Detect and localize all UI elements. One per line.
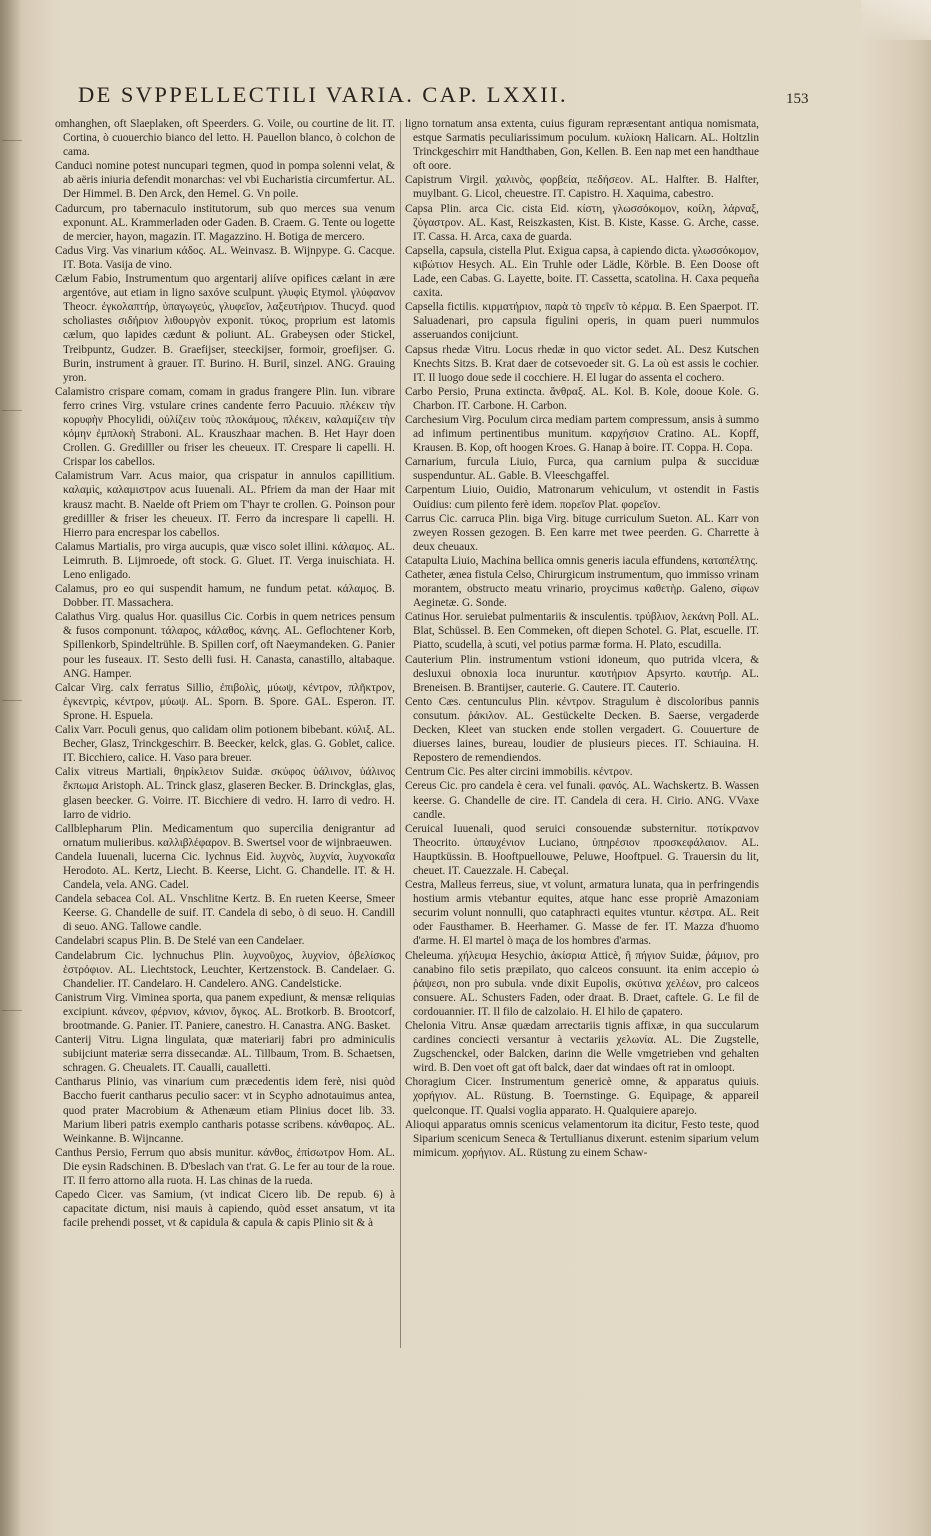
show-through-mark — [2, 410, 22, 411]
dictionary-entry: Carchesium Virg. Poculum circa mediam partem compressum, ansis à summo ad infimum pertinentibus munitum. καρχήσιον Cratino. AL. Kopff, Krausen. B. Kop, oft hoogen Kroes. G. Hanap à boire. IT. Coppa. H. Copa. — [405, 413, 759, 455]
dictionary-entry: Catinus Hor. seruiebat pulmentariis & insculentis. τρύβλιον, λεκάνη Poll. AL. Blat, Schüssel. B. Een Commeken, oft diepen Schotel. G. Plat, escuelle. IT. Piatto, scudella, à scuti, vel potius parmæ forma. H. Plato, escudilla. — [405, 611, 759, 652]
show-through-mark — [2, 1010, 22, 1011]
dictionary-entry: Calix Varr. Poculi genus, quo calidam olim potionem bibebant. κύλιξ. AL. Becher, Glasz, Trinckgeschirr. B. Beecker, kelck, glas. G. Goblet, calice. IT. Bicchiero, calice. H. Vaso para breuer. — [55, 724, 395, 765]
dictionary-entry: Choragium Cicer. Instrumentum genericè omne, & apparatus quiuis. χορήγιον. AL. Rüstung. B. Toernstinge. G. Equipage, & appareil quelconque. IT. Qualsi voglia apparato. H. Qualquiere aparejo. — [405, 1076, 759, 1117]
dictionary-entry: Canterij Vitru. Ligna lingulata, quæ materiarij fabri pro adminiculis subijciunt materiæ serra dissecandæ. AL. Tillbaum, Trom. B. Schaetsen, schragen. G. Cheualets. IT. Caualli, caualletti. — [55, 1034, 395, 1075]
dictionary-entry: Canduci nomine potest nuncupari tegmen, quod in pompa solenni velat, & ab aëris iniuria defendit monarchas: vel vbi Eucharistia circumfertur. AL. Der Himmel. B. Den Arck, den Hemel. G. Vn poile. — [55, 160, 395, 201]
dictionary-entry: Calcar Virg. calx ferratus Sillio, ἐπιβολὶς, μύωψ, κέντρον, πλῆκτρον, ἐγκεντρὶς, κέντρον, μύωψ. AL. Sporn. B. Spore. GAL. Esperon. IT. Sprone. H. Espuela. — [55, 681, 395, 722]
dictionary-entry: Catapulta Liuio, Machina bellica omnis generis iacula effundens, καταπέλτης. — [405, 554, 758, 567]
dictionary-entry: Cauterium Plin. instrumentum vstioni idoneum, quo putrida vlcera, & desluxui obnoxia loca inuruntur. καυτήριον Apsyrto. καυτήρ. AL. Breneisen. B. Brantijser, cauterie. G. Cautere. IT. Cauterio. — [405, 653, 759, 694]
dictionary-entry: Candelabri scapus Plin. B. De Stelé van een Candelaer. — [55, 935, 305, 948]
dictionary-entry: Capsa Plin. arca Cic. cista Eid. κίστη, γλωσσόκομον, κοίλη, λάρναξ, ζύγαστρον. AL. Kast, Reiszkasten, Kist. B. Kiste, Kasse. G. Arche, casse. IT. Cassa. H. Arca, caxa de guarda. — [405, 202, 759, 243]
dictionary-entry: Canistrum Virg. Viminea sporta, qua panem expediunt, & mensæ reliquias excipiunt. κάνεον, φέρνιον, κάνιον, ὄγκος. AL. Brotkorb. B. Brootcorf, brootmande. G. Panier. IT. Paniere, canestro. H. Canastra. ANG. Basket. — [55, 991, 395, 1032]
dictionary-entry: Carpentum Liuio, Ouidio, Matronarum vehiculum, vt ostendit in Fastis Ouidius: cum pilento ferè idem. πορεῖον Plat. φορεῖον. — [405, 484, 759, 511]
dictionary-entry: Capsella, capsula, cistella Plut. Exigua capsa, à capiendo dicta. γλωσσόκομον, κιβώτιον Hesych. AL. Ein Truhle oder Lädle, Körble. B. Een Doose oft Lade, een Cabas. G. Layette, boite. IT. Cassetta, scatolina. H. Caxa pequeña caxita. — [405, 244, 759, 300]
dictionary-entry: Ceruical Iuuenali, quod seruici consouendæ substernitur. ποτίκρανον Theocrito. ὑπαυχένιον Luciano, ὑπηρέσιον προσκεφάλαιον. AL. Hauptküssin. B. Hooftpuellouwe, Peluwe, Hooftpuel. G. Trauersin du lit, cheuet. IT. Cauezzale. H. Cabeçal. — [405, 822, 759, 877]
dictionary-entry: Carrus Cic. carruca Plin. biga Virg. bituge curriculum Sueton. AL. Karr von zweyen Rossen gezogen. B. Een karre met twee peerden. G. Charrette à deux cheuaux. — [405, 512, 759, 553]
page-number: 153 — [786, 91, 809, 107]
show-through-mark — [2, 140, 22, 141]
dictionary-entry: ligno tornatum ansa extenta, cuius figuram repræsentant antiqua nomismata, estque Sarmatis peculiarissimum poculum. κυλίοκη Halicarn. AL. Holtzlin Trinckgeschirr mit Handthaben, Gon, Kellen. B. Een nap met een handthaue oft oore. — [405, 118, 759, 173]
column-rule — [400, 121, 401, 1348]
right-column — [405, 117, 759, 1160]
dictionary-entry: Cento Cæs. centunculus Plin. κέντρον. Stragulum è discoloribus pannis consutum. ῥάκιλον. AL. Gestückelte Decken. B. Saerse, vergaderde Decken, Kleet van stucken ende stollen vergadert. G. Couuerture de diuerses laines, bureau, loudier de plusieurs pieces. IT. Schiauina. H. Repostero de remendiendos. — [405, 695, 759, 765]
dictionary-entry: Callblepharum Plin. Medicamentum quo supercilia denigrantur ad ornatum mulieribus. καλλιβλέφαρον. B. Swertsel voor de wijnbraeuwen. — [55, 822, 395, 849]
dictionary-entry: Capistrum Virgil. χαλινὸς, φορβεία, πεδήσεον. AL. Halfter. B. Halfter, muylbant. G. Licol, cheuestre. IT. Capistro. H. Xaquima, cabestro. — [405, 174, 759, 201]
dictionary-entry: Candela Iuuenali, lucerna Cic. lychnus Eid. λυχνὸς, λυχνία, λυχνοκαΐα Herodoto. AL. Kertz, Liecht. B. Keerse, Licht. G. Chandelle. IT. & H. Candela, vela. ANG. Cadel. — [55, 850, 395, 892]
page-corner — [861, 0, 931, 40]
dictionary-entry: Calathus Virg. qualus Hor. quasillus Cic. Corbis in quem netrices pensum & fusos componunt. τάλαρος, κάλαθος, κάνης. AL. Geflochtener Korb, Spillenkorb, Spindeltrühle. B. Spillen corf, oft Naeymandeken. G. Panier pour les fuseaux. IT. Sesto delli fusi. H. Canasta, canastillo, altabaque. ANG. Hamper. — [55, 611, 395, 680]
gutter-shadow — [0, 0, 22, 1536]
dictionary-entry: Chelonia Vitru. Ansæ quædam arrectariis tignis affixæ, in qua succularum cardines conciecti versantur à vectariis χελωνία. AL. Die Zugstelle, Zugschenckel, oder Balcken, darinn die Welle vmgetrieben vnd gehalten wird. B. Den voet oft gat oft balck, daer dat windaes oft rat in omloopt. — [405, 1020, 759, 1075]
dictionary-entry: omhanghen, oft Slaeplaken, oft Speerders. G. Voile, ou courtine de lit. IT. Cortina, ò cuouerchio bianco del letto. H. Pauellon blanco, ò colchon de cama. — [55, 118, 395, 159]
dictionary-entry: Capsus rhedæ Vitru. Locus rhedæ in quo victor sedet. AL. Desz Kutschen Knechts Sitzs. B. Krat daer de cotsevoeder sit. G. La où est assis le cochier. IT. Il luogo doue sede il cocchiere. H. El lugar do assenta el cochero. — [405, 343, 759, 384]
dictionary-entry: Candelabrum Cic. lychnuchus Plin. λυχνοῦχος, λυχνίον, ὀβελίσκος ἑστρόφιον. AL. Liechtstock, Leuchter, Kertzenstock. B. Candelaer. G. Chandelier. IT. Candelaro. H. Candelero. ANG. Candelsticke. — [55, 949, 395, 990]
dictionary-entry: Capedo Cicer. vas Samium, (vt indicat Cicero lib. De repub. 6) à capacitate dictum, nisi mauis à capiendo, quòd esset ansatum, vt ita facile prehendi posset, vt & capidula & capula & capis Plinio sit & à — [55, 1189, 395, 1230]
dictionary-entry: Cælum Fabio, Instrumentum quo argentarij aliíve opifices cælant in ære argentóve, aut etiam in ligno saxóve sculpunt. γλυφὶς Etymol. γλύφανον Theocr. ἐγκολαπτήρ, ὑπαγωγεύς, γλυφεῖον, λαξευτήριον. Thucyd. quod scholiastes σιδήριον λιθουργὸν exponit. τύκος, proprium est latomis cælum, quo lapides cædunt & poliunt. AL. Grabeysen oder Stickel, Treibpuntz, Gudzer. B. Graefijser, steeckijser, formoir, groefijser. G. Burin, instrument à grauer. IT. Burino. H. Buril, sinzel. ANG. Grauing yron. — [55, 273, 395, 384]
dictionary-entry: Calamistro crispare comam, comam in gradus frangere Plin. Iun. vibrare ferro crines Virg. vstulare crines candente ferro Pacuuio. πλέκειν τὴν κορυφὴν Phocylidi, οὐλίζειν τοὺς πλοκάμους, πλέκειν, καλαμίζειν τὴν κόμην ἐμπλοκὴ Straboni. AL. Krauszhaar machen. B. Het Hayr doen Crollen. G. Gredilller ou friser les cheueux. IT. Crespare li capelli. H. Crispar los cabellos. — [55, 385, 395, 469]
dictionary-entry: Capsella fictilis. κιρματήριον, παρὰ τὸ τηρεῖν τὸ κέρμα. B. Een Spaerpot. IT. Saluadenari, pro capsula figulini operis, in quam pueri nummulos asseruandos conijciunt. — [405, 301, 759, 342]
dictionary-entry: Calamistrum Varr. Acus maior, qua crispatur in annulos capillitium. καλαμὶς, καλαμιστρον acus Iuuenali. AL. Pfriem da man der Haar mit krausz macht. B. Naelde oft Priem om T'hayr te crollen. G. Poinson pour gredilller & friser les cheueux. IT. Ferro da increspare li capelli. H. Hierro para encrespar los cabellos. — [55, 470, 395, 539]
running-header: DE SVPPELLECTILI VARIA. CAP. LXXII. — [78, 82, 569, 107]
dictionary-entry: Catheter, ænea fistula Celso, Chirurgicum instrumentum, quo immisso vrinam morantem, obstructo meatu vrinario, proycimus καθετὴρ. Galeno, σίφων Aeginetæ. G. Sonde. — [405, 569, 759, 610]
dictionary-entry: Calamus, pro eo qui suspendit hamum, ne fundum petat. κάλαμος. B. Dobber. IT. Massachera. — [55, 583, 395, 610]
dictionary-entry: Cadurcum, pro tabernaculo institutorum, sub quo merces sua venum exponunt. AL. Krammerladen oder Gaden. B. Craem. G. Tente ou logette de mercier, hayon, magazin. IT. Magazzino. H. Botiga de mercero. — [55, 202, 395, 243]
dictionary-entry: Cantharus Plinio, vas vinarium cum præcedentis idem ferè, nisi quòd Baccho fuerit cantharus peculio sacer: vt in Scypho adnotauimus antea, quod prater Macrobium & Athenæum etiam Plinius docet lib. 33. Marium liberi patris exemplo cantharis potasse scribens. κάνθαρος. AL. Weinkanne. B. Wijncanne. — [55, 1076, 395, 1145]
dictionary-entry: Cheleuma. χήλευμα Hesychio, ἀκίσρια Atticè, ἢ πήγιον Suidæ, ῥάμιον, pro canabino filo setis præpilato, quo calceos consuunt. ita enim accepio ὡ ῥάψεσι, non pro subula. vnde dixit Eupolis, σκύτινα χελέων, pro calceos consuere. AL. Schusters Faden, oder draat. B. Draet, caftele. G. Le fil de cordouannier. IT. Il filo de calzolaio. H. El hilo de çapatero. — [405, 949, 759, 1018]
dictionary-entry: Alioqui apparatus omnis scenicus velamentorum ita dicitur, Festo teste, quod Siparium scenicum Seneca & Tertullianus dixerunt. estenim siparium velum mimicum. χορήγιον. AL. Rüstung zu einem Schaw- — [405, 1118, 759, 1159]
left-column — [55, 117, 395, 1230]
dictionary-entry: Calamus Martialis, pro virga aucupis, quæ visco solet illini. κάλαμος. AL. Leimruth. B. Lijmroede, oft stock. G. Gluet. IT. Verga inuischiata. H. Leno enligado. — [55, 540, 395, 581]
dictionary-entry: Cadus Virg. Vas vinarium κάδος. AL. Weinvasz. B. Wijnpype. G. Cacque. IT. Bota. Vasija de vino. — [55, 244, 395, 271]
dictionary-entry: Carbo Persio, Pruna extincta. ἄνθραξ. AL. Kol. B. Kole, dooue Kole. G. Charbon. IT. Carbone. H. Carbon. — [405, 385, 759, 412]
dictionary-entry: Centrum Cic. Pes alter circini immobilis. κέντρον. — [405, 766, 633, 779]
dictionary-entry: Canthus Persio, Ferrum quo absis munitur. κάνθος, ἐπίσωτρον Hom. AL. Die eysin Radschinen. B. D'beslach van t'rat. G. Le fer au tour de la roue. IT. Il ferro attorno alla ruota. H. Las chinas de la rueda. — [55, 1146, 395, 1188]
dictionary-entry: Candela sebacea Col. AL. Vnschlitne Kertz. B. En rueten Keerse, Smeer Keerse. G. Chandelle de suif. IT. Candela di sebo, ò di seuo. H. Candill di seuo. ANG. Tallowe candle. — [55, 893, 395, 934]
dictionary-entry: Cestra, Malleus ferreus, siue, vt volunt, armatura lunata, qua in perfringendis hostium armis vtebantur equites, atque hanc esse propriè Amazoniam securim volunt nonnulli, quo cataphracti equites vtuntur. κέστρα. AL. Reit oder Fausthamer. B. Heerhamer. G. Masse de fer. IT. Mazza d'huomo d'arme. H. El martel ò maça de los hombres d'armas. — [405, 879, 759, 948]
dictionary-entry: Cereus Cic. pro candela è cera. vel funali. φανός. AL. Wachskertz. B. Wassen keerse. G. Chandelle de cire. IT. Candela di cera. H. Cirio. ANG. VVaxe candle. — [405, 780, 759, 821]
dictionary-entry: Carnarium, furcula Liuio, Furca, qua carnium pulpa & succiduæ suspenduntur. AL. Gable. B. Vleeschgaffel. — [405, 456, 759, 483]
show-through-mark — [2, 700, 22, 701]
dictionary-entry: Calix vitreus Martiali, θηρίκλειον Suidæ. σκύφος ὑάλινον, ὑάλινος ἔκπωμα Aristoph. AL. Trinck glasz, glaseren Becker. B. Drinckglas, glas, glasen beecker. G. Voirre. IT. Bicchiere di vedro. H. Iarro di vedro. H. Iarro de vidrio. — [55, 766, 395, 821]
